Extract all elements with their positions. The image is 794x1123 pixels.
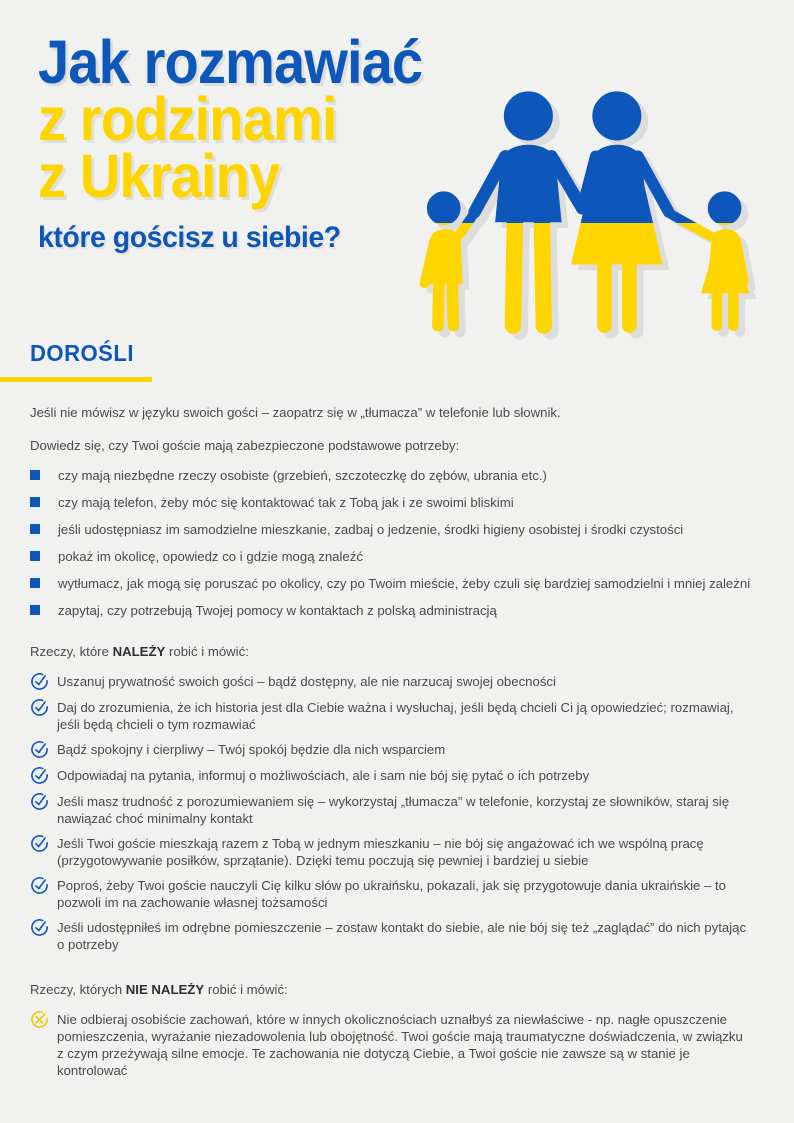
- dont-list-label: [30, 981, 768, 998]
- poster-subtitle: które gościsz u siebie?: [38, 221, 341, 254]
- dont-list: [30, 1011, 768, 1079]
- list-item-text: czy mają telefon, żeby móc się kontaktować tak z Tobą jak i ze swoimi bliskimi: [58, 495, 514, 510]
- list-item-text: Jeśli masz trudność z porozumiewaniem się – wykorzystaj „tłumacza” w telefonie, korzystaj ze słowników, staraj się nawiązać choć minimalny kontakt: [57, 794, 730, 826]
- list-item: [30, 877, 768, 911]
- list-item: [30, 835, 768, 869]
- do-label-bold: NALEŻY: [112, 644, 166, 659]
- dont-label-bold: NIE NALEŻY: [125, 982, 205, 997]
- list-item: [30, 521, 768, 538]
- check-circle-icon: [30, 792, 49, 811]
- list-item-text: Poproś, żeby Twoi goście nauczyli Cię kilku słów po ukraińsku, pokazali, jak się przygotowuje dania ukraińskie – to pozwoli im na zachowanie własnej tożsamości: [57, 878, 726, 910]
- section-heading: DOROŚLI: [30, 340, 134, 366]
- list-item: [30, 741, 768, 759]
- list-item-text: czy mają niezbędne rzeczy osobiste (grzebień, szczoteczkę do zębów, ubrania etc.): [58, 468, 547, 483]
- list-item-text: pokaż im okolicę, opowiedz co i gdzie mogą znaleźć: [58, 549, 363, 564]
- list-item-text: jeśli udostępniasz im samodzielne mieszkanie, zadbaj o jedzenie, środki higieny osobistej i środki czystości: [58, 522, 684, 537]
- list-item: [30, 494, 768, 511]
- family-ukraine-flag-icon: [386, 84, 790, 346]
- list-item-text: Uszanuj prywatność swoich gości – bądź dostępny, ale nie narzucaj swojej obecności: [57, 674, 556, 689]
- square-bullet-icon: [30, 524, 40, 534]
- list-item: [30, 548, 768, 565]
- list-item: [30, 767, 768, 785]
- do-label-prefix: Rzeczy, które: [30, 644, 113, 659]
- check-circle-icon: [30, 698, 49, 717]
- list-item: [30, 1011, 768, 1079]
- check-circle-icon: [30, 876, 49, 895]
- title-line-3: z Ukrainy: [38, 142, 280, 210]
- title-line-2: z rodzinami: [38, 85, 337, 153]
- list-item-text: Bądź spokojny i cierpliwy – Twój spokój będzie dla nich wsparciem: [57, 742, 446, 757]
- square-bullet-icon: [30, 605, 40, 615]
- do-label-suffix: robić i mówić:: [165, 644, 249, 659]
- square-bullet-icon: [30, 497, 40, 507]
- square-bullet-icon: [30, 551, 40, 561]
- title-line-1: Jak rozmawiać: [38, 28, 423, 96]
- list-item: [30, 699, 768, 733]
- check-circle-icon: [30, 918, 49, 937]
- list-item-text: Odpowiadaj na pytania, informuj o możliwościach, ale i sam nie bój się pytać o ich potrzeby: [57, 768, 590, 783]
- family-illustration: [386, 84, 790, 346]
- dont-label-suffix: robić i mówić:: [204, 982, 288, 997]
- x-circle-icon: [30, 1010, 49, 1029]
- list-item: [30, 602, 768, 619]
- heading-underline: [0, 377, 152, 382]
- do-list-label: [30, 643, 768, 660]
- list-item: [30, 673, 768, 691]
- do-list: [30, 673, 768, 953]
- intro-paragraph: Jeśli nie mówisz w języku swoich gości – zaopatrz się w „tłumacza” w telefonie lub słownik.: [30, 405, 561, 420]
- list-item: [30, 919, 768, 953]
- dont-label-prefix: Rzeczy, których: [30, 982, 126, 997]
- list-item-text: Daj do zrozumienia, że ich historia jest dla Ciebie ważna i wysłuchaj, jeśli będą chcieli Ci ją opowiedzieć; rozmawiaj, jeśli będą chcieli o tym rozmawiać: [57, 700, 734, 732]
- check-circle-icon: [30, 766, 49, 785]
- list-item-text: zapytaj, czy potrzebują Twojej pomocy w kontaktach z polską administracją: [58, 603, 497, 618]
- list-item-text: Jeśli udostępniłeś im odrębne pomieszczenie – zostaw kontakt do siebie, ale nie bój się też „zaglądać” do nich pytając o potrzeby: [57, 920, 747, 952]
- list-item-text: wytłumacz, jak mogą się poruszać po okolicy, czy po Twoim mieście, żeby czuli się bardziej samodzielni i mniej zależni: [58, 576, 751, 591]
- needs-intro: Dowiedz się, czy Twoi goście mają zabezpieczone podstawowe potrzeby:: [30, 438, 460, 453]
- list-item: [30, 467, 768, 484]
- list-item: [30, 575, 768, 592]
- list-item-text: Nie odbieraj osobiście zachowań, które w innych okolicznościach uznałbyś za niewłaściwe - np. nagłe opuszczenie pomieszczenia, wyrażanie niezadowolenia lub obojętność. Twoi goście mają traumatyczne doświadczenia, w związku z czym przeżywają silne emocje. Te zachowania nie dotyczą Ciebie, a Twoi goście nie zawsze są w stanie je kontrolować: [57, 1012, 743, 1078]
- check-circle-icon: [30, 740, 49, 759]
- square-bullet-icon: [30, 470, 40, 480]
- needs-list: [30, 467, 768, 619]
- list-item: [30, 793, 768, 827]
- check-circle-icon: [30, 672, 49, 691]
- list-item-text: Jeśli Twoi goście mieszkają razem z Tobą w jednym mieszkaniu – nie bój się angażować ich we wspólną pracę (przygotowywanie posiłków, sprzątanie). Dzięki temu poczują się pewniej i bardziej u siebie: [57, 836, 704, 868]
- section-content: [0, 404, 794, 1079]
- check-circle-icon: [30, 834, 49, 853]
- square-bullet-icon: [30, 578, 40, 588]
